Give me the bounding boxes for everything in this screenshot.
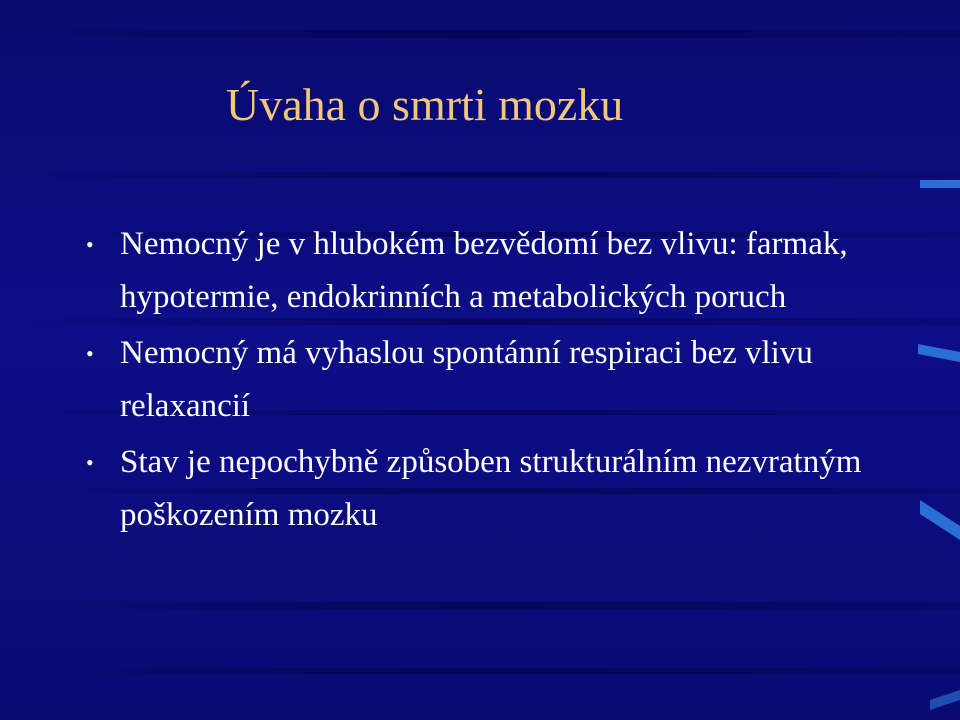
bullet-text: Nemocný je v hlubokém bezvědomí bez vlivu: farmak, hypotermie, endokrinních a metabolických poruch <box>120 226 848 315</box>
bullet-item <box>80 436 920 542</box>
bullet-text: Stav je nepochybně způsoben strukturálním nezvratným poškozením mozku <box>120 444 862 533</box>
bullet-item <box>80 327 920 433</box>
bullet-dot-icon: • <box>86 232 94 257</box>
bullet-item <box>80 218 920 324</box>
accent-mark <box>918 344 960 362</box>
bullet-text: Nemocný má vyhaslou spontánní respiraci bez vlivu relaxancií <box>120 335 813 424</box>
slide-title: Úvaha o smrti mozku <box>226 79 624 130</box>
bullet-dot-icon: • <box>86 341 94 366</box>
bullet-dot-icon: • <box>86 450 94 475</box>
accent-mark <box>930 690 960 710</box>
accent-mark <box>920 500 960 540</box>
bullet-list <box>80 218 920 545</box>
accent-mark <box>920 180 960 188</box>
